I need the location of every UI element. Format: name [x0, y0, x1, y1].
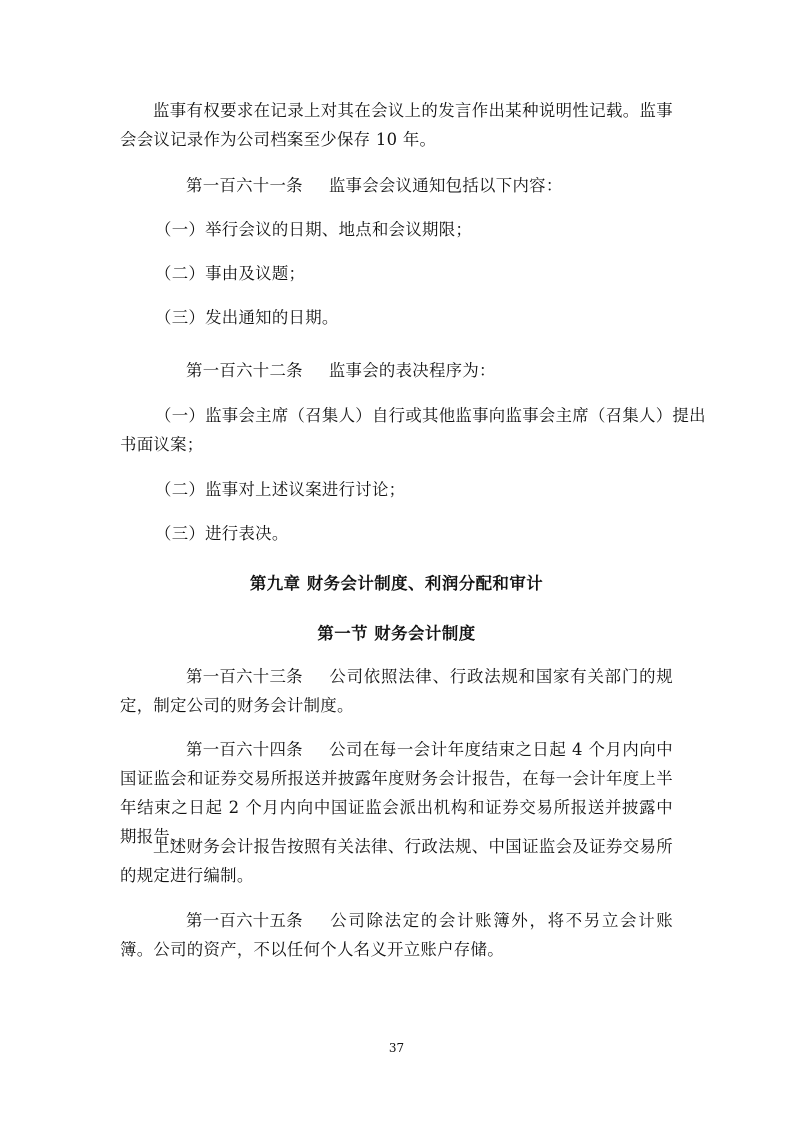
list-item: （一）举行会议的日期、地点和会议期限；	[155, 220, 473, 239]
article-162	[120, 356, 673, 385]
list-item: （二）监事对上述议案进行讨论；	[155, 480, 406, 499]
article-text: 公司除法定的会计账簿外，将不另立会计账簿。公司的资产，不以任何个人名义开立账户存储。	[120, 911, 673, 959]
list-item-continuation: 书面议案；	[120, 435, 204, 454]
list-item: （一）监事会主席（召集人）自行或其他监事向监事会主席（召集人）提出	[155, 406, 706, 425]
chapter-title: 第九章 财务会计制度、利润分配和审计	[249, 574, 544, 593]
article-text: 公司依照法律、行政法规和国家有关部门的规定，制定公司的财务会计制度。	[120, 667, 673, 715]
article-number: 第一百六十四条	[186, 740, 303, 759]
article-number: 第一百六十三条	[186, 667, 303, 686]
list-item: （三）发出通知的日期。	[155, 308, 339, 327]
paragraph-report-preparation: 上述财务会计报告按照有关法律、行政法规、中国证监会及证券交易所的规定进行编制。	[120, 837, 673, 885]
section-title: 第一节 财务会计制度	[317, 624, 476, 643]
article-number: 第一百六十二条	[186, 361, 303, 380]
list-item: （二）事由及议题；	[155, 264, 306, 283]
article-text: 公司在每一会计年度结束之日起 4 个月内向中国证监会和证券交易所报送并披露年度财务会计报告，在每一会计年度上半年结束之日起 2 个月内向中国证监会派出机构和证券交易所报送并披露中期报告。	[120, 740, 673, 846]
article-text: 监事会的表决程序为：	[328, 361, 496, 380]
article-number: 第一百六十一条	[186, 176, 303, 195]
article-163	[120, 662, 673, 720]
article-161	[120, 171, 673, 200]
page-number: 37	[388, 1041, 405, 1055]
article-number: 第一百六十五条	[186, 911, 303, 930]
list-item: （三）进行表决。	[155, 524, 289, 543]
paragraph-supervisor-records: 监事有权要求在记录上对其在会议上的发言作出某种说明性记载。监事会会议记录作为公司档案至少保存 10 年。	[120, 101, 673, 149]
article-165	[120, 906, 673, 964]
article-text: 监事会会议通知包括以下内容：	[328, 176, 563, 195]
